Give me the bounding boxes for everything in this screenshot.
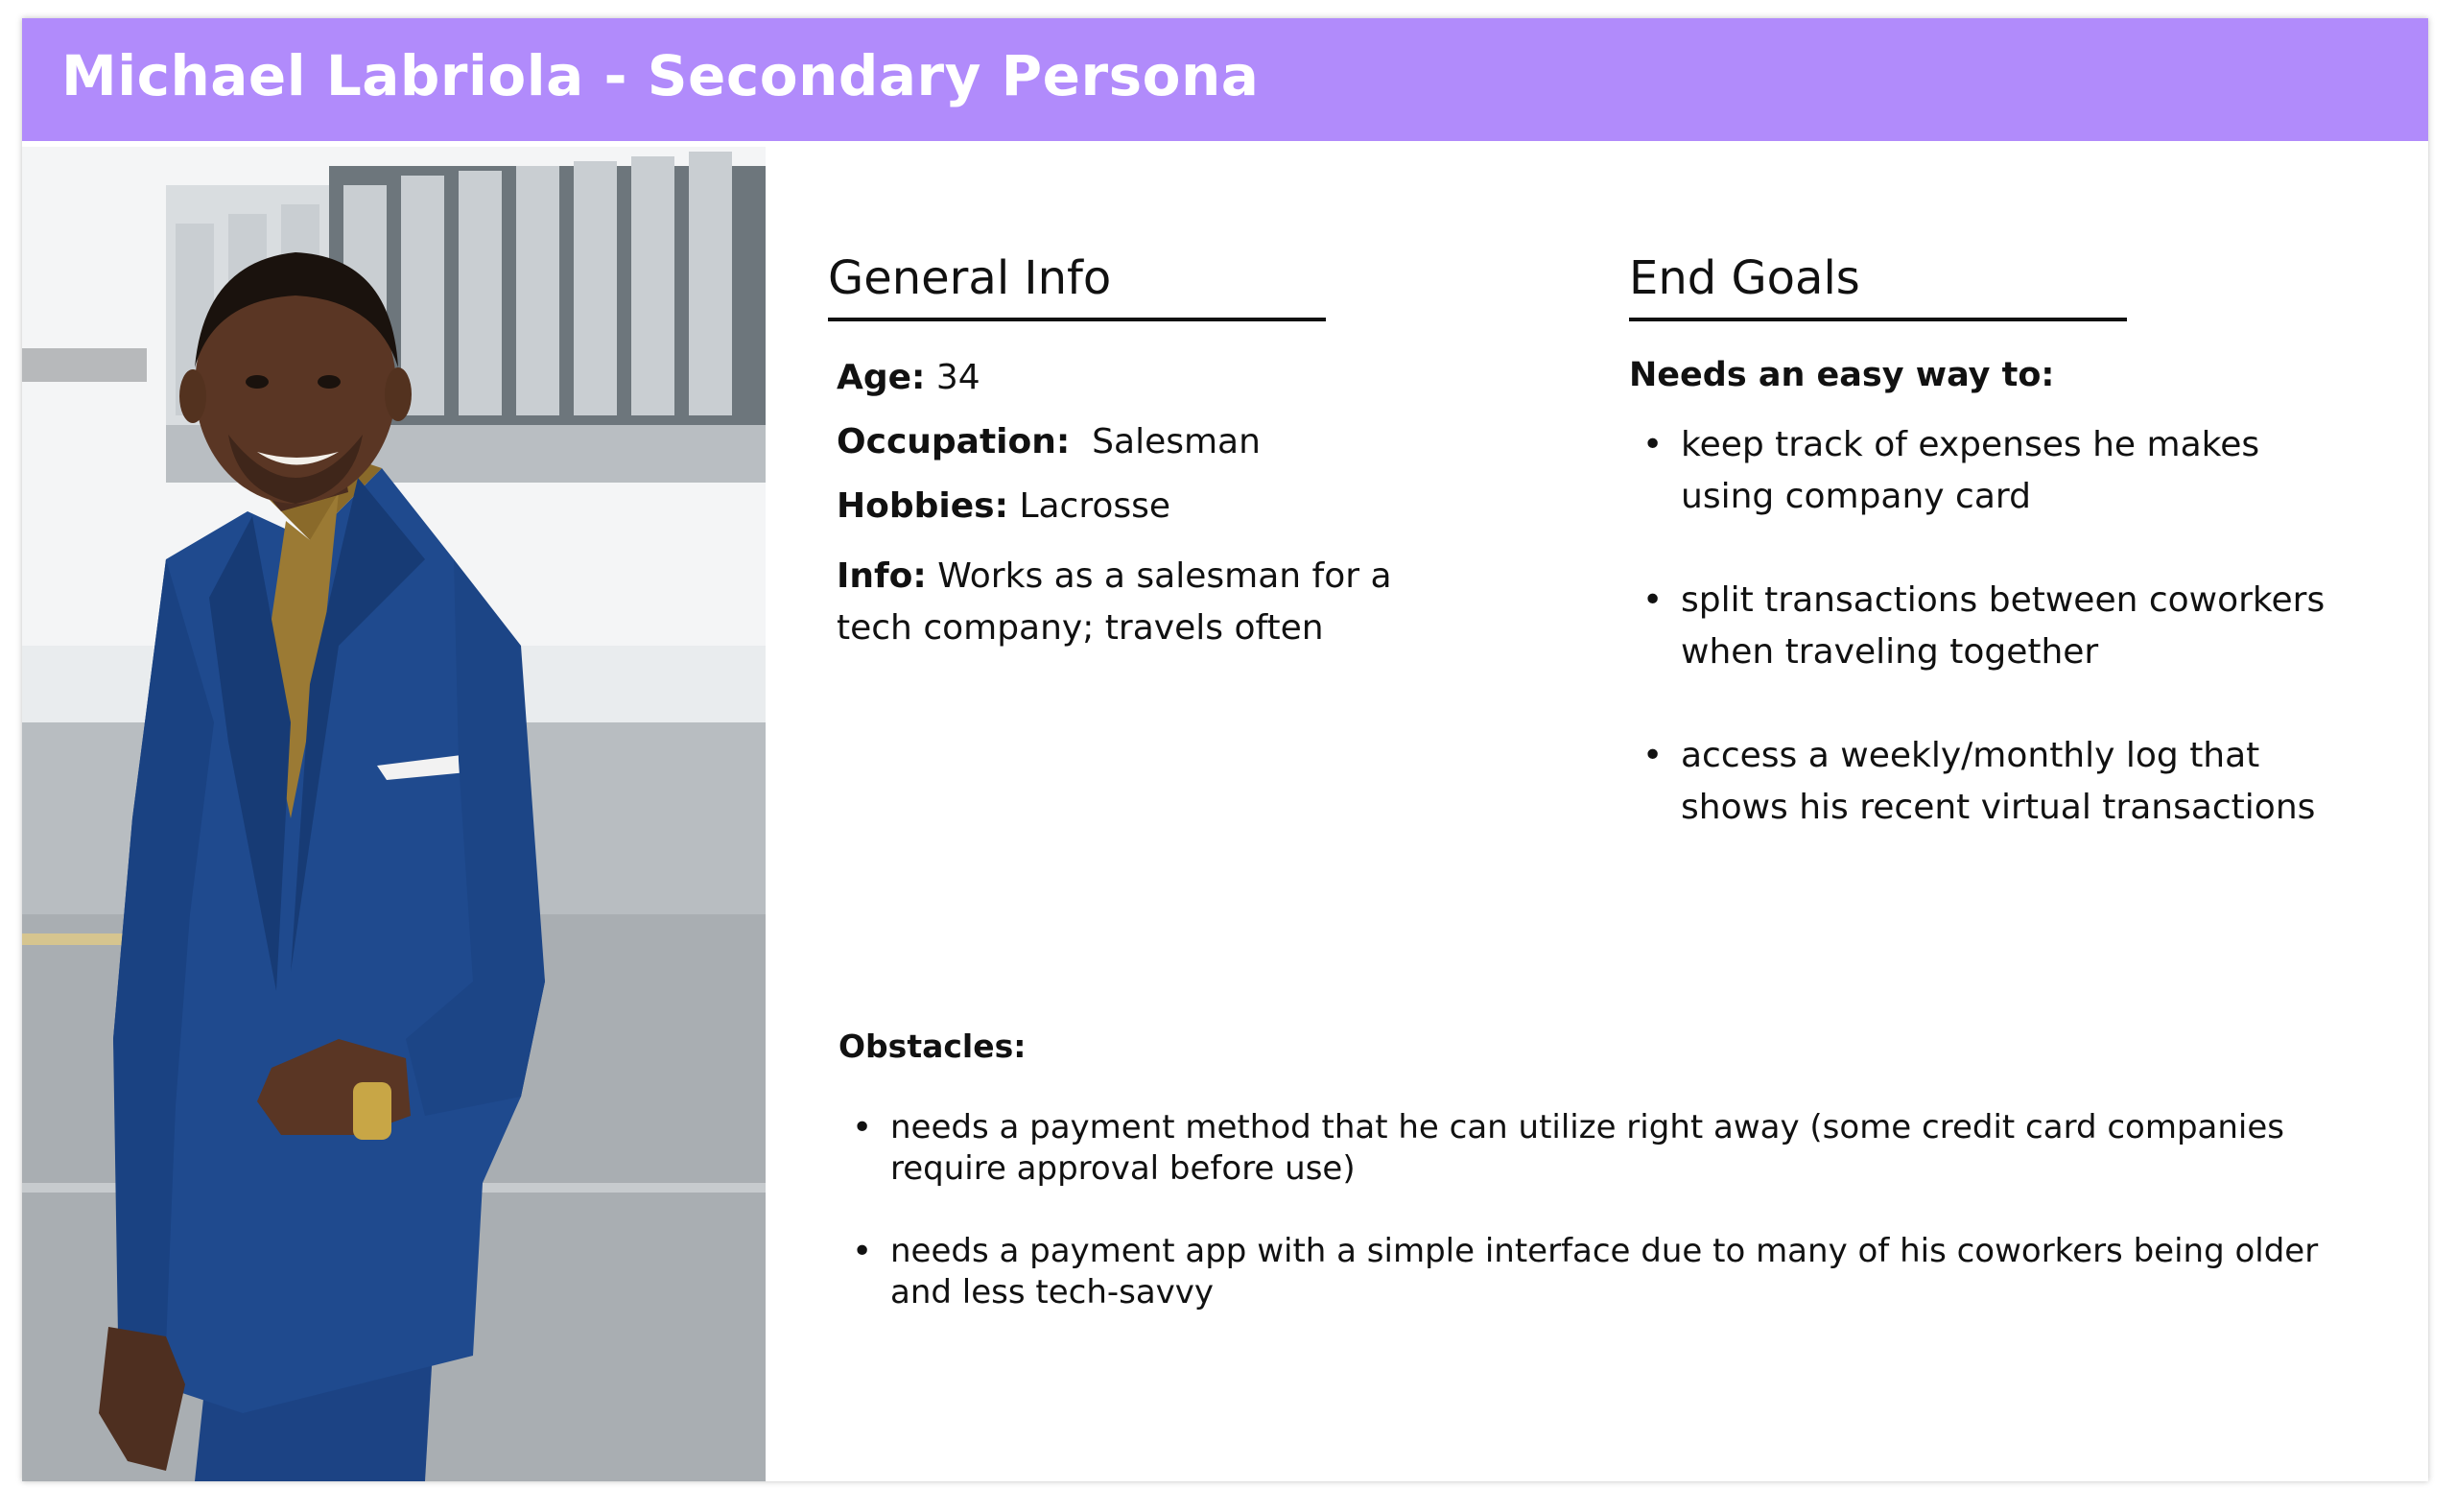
end-goals-underline <box>1629 318 2127 321</box>
occupation-label: Occupation: <box>837 422 1071 461</box>
general-info-underline <box>828 318 1326 321</box>
list-item <box>838 1231 2349 1313</box>
age-label: Age: <box>837 358 926 397</box>
occupation-field <box>837 416 1261 468</box>
age-value: 34 <box>935 358 980 397</box>
list-item <box>1629 419 2352 523</box>
general-info-heading: General Info <box>828 251 1112 305</box>
hobbies-field <box>837 481 1170 532</box>
bullet-icon: • <box>1642 580 1664 620</box>
end-goal-text: keep track of expenses he makes using company card <box>1681 425 2260 516</box>
info-value: Works as a salesman for a tech company; travels often <box>837 556 1392 648</box>
obstacles-heading: Obstacles: <box>838 1028 1027 1065</box>
persona-card <box>22 18 2428 1481</box>
bullet-icon: • <box>1642 425 1664 464</box>
end-goal-text: access a weekly/monthly log that shows his recent virtual transactions <box>1681 736 2316 827</box>
bullet-icon: • <box>1642 736 1664 775</box>
hobbies-label: Hobbies: <box>837 486 1008 526</box>
title-banner <box>22 18 2428 141</box>
persona-title: Michael Labriola - Secondary Persona <box>61 43 1260 108</box>
obstacle-text: needs a payment app with a simple interface due to many of his coworkers being older and less tech-savvy <box>890 1232 2319 1311</box>
obstacles-list <box>838 1107 2349 1355</box>
age-field <box>837 352 980 404</box>
bullet-icon: • <box>852 1232 873 1271</box>
hobbies-value: Lacrosse <box>1019 486 1171 526</box>
list-item <box>1629 575 2352 678</box>
bullet-icon: • <box>852 1108 873 1147</box>
info-field <box>837 551 1412 654</box>
persona-photo <box>22 147 766 1481</box>
list-item <box>1629 730 2352 834</box>
list-item <box>838 1107 2349 1190</box>
obstacle-text: needs a payment method that he can utilize right away (some credit card companies require approval before use) <box>890 1108 2285 1188</box>
info-label: Info: <box>837 556 927 596</box>
end-goals-intro: Needs an easy way to: <box>1629 356 2055 394</box>
end-goals-list <box>1629 419 2352 886</box>
end-goals-heading: End Goals <box>1629 251 1860 305</box>
occupation-value: Salesman <box>1092 422 1261 461</box>
end-goal-text: split transactions between coworkers when traveling together <box>1681 580 2326 672</box>
